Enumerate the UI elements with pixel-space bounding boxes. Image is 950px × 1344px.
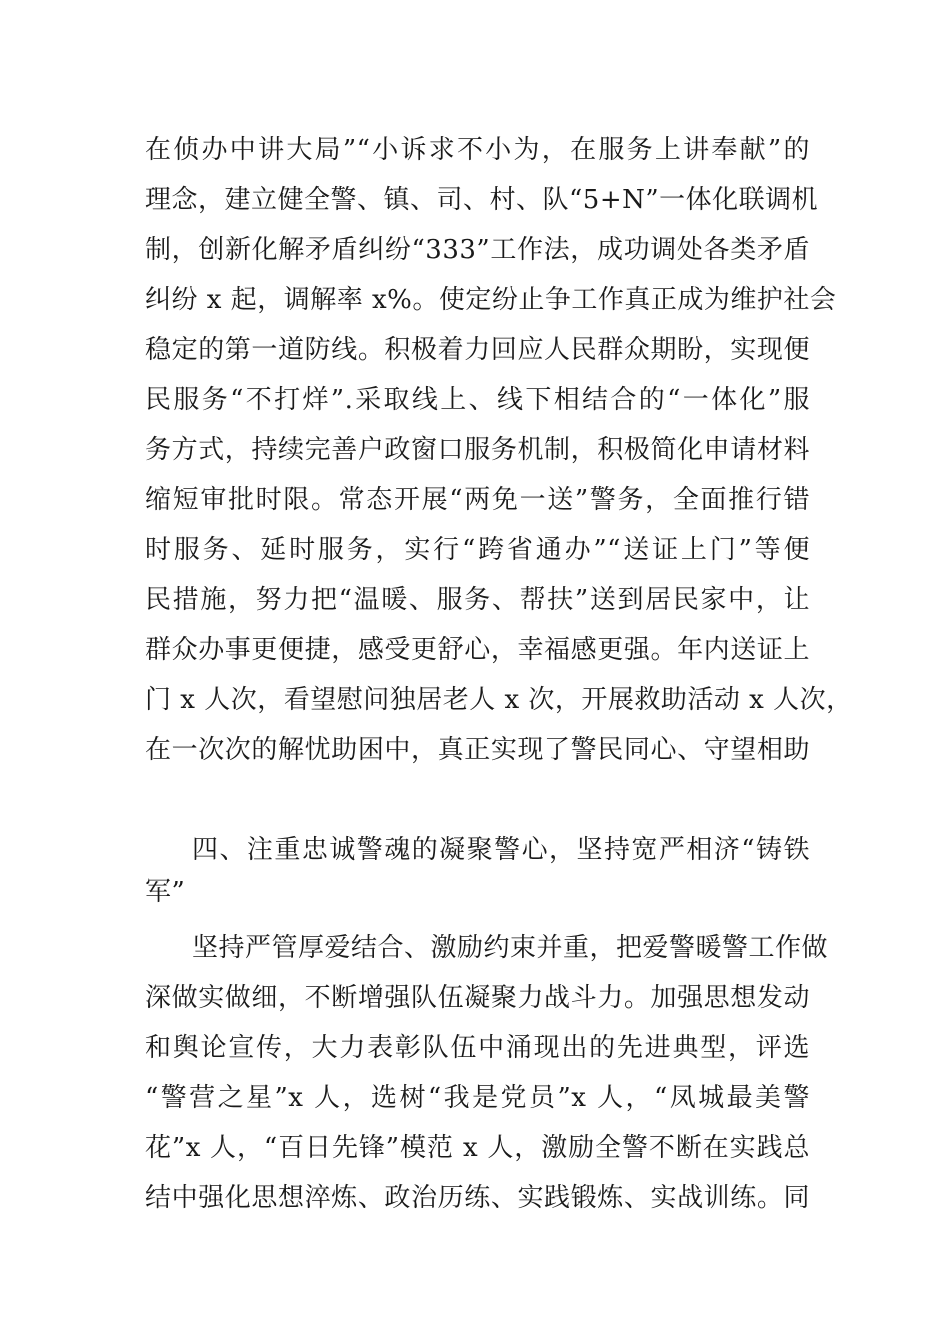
text-line: 稳定的第一道防线。积极着力回应人民群众期盼，实现便 [145,335,810,365]
text-line: 深做实做细，不断增强队伍凝聚力战斗力。加强思想发动 [145,983,810,1013]
text-line: 和舆论宣传，大力表彰队伍中涌现出的先进典型，评选 [145,1033,810,1063]
text-line: 坚持严管厚爱结合、激励约束并重，把爱警暖警工作做 [192,933,829,963]
text-line: 理念，建立健全警、镇、司、村、队“5+N”一体化联调机 [145,185,819,215]
text-line: 花”x 人，“百日先锋”模范 x 人，激励全警不断在实践总 [145,1133,810,1163]
text-line: 务方式，持续完善户政窗口服务机制，积极简化申请材料 [145,435,810,465]
text-line: 时服务、延时服务，实行“跨省通办”“送证上门”等便 [145,535,810,565]
text-line: 纠纷 x 起，调解率 x%。使定纷止争工作真正成为维护社会 [145,285,837,315]
text-line: 门 x 人次，看望慰问独居老人 x 次，开展救助活动 x 人次， [145,685,853,715]
text-line: 制，创新化解矛盾纠纷“333”工作法，成功调处各类矛盾 [145,235,810,265]
text-line: 缩短审批时限。常态开展“两免一送”警务，全面推行错 [145,485,810,515]
text-line: 结中强化思想淬炼、政治历练、实践锻炼、实战训练。同 [145,1183,810,1213]
text-line: 在侦办中讲大局”“小诉求不小为，在服务上讲奉献”的 [145,135,810,165]
text-line: 在一次次的解忧助困中，真正实现了警民同心、守望相助 [145,735,810,765]
heading-line: 四、注重忠诚警魂的凝聚警心，坚持宽严相济“铸铁 [192,835,810,865]
text-line: 民服务“不打烊”.采取线上、线下相结合的“一体化”服 [145,385,810,415]
text-line: “警营之星”x 人，选树“我是党员”x 人，“凤城最美警 [145,1083,810,1113]
text-line: 民措施，努力把“温暖、服务、帮扶”送到居民家中，让 [145,585,810,615]
heading-line: 军” [145,877,186,907]
text-line: 群众办事更便捷，感受更舒心，幸福感更强。年内送证上 [145,635,810,665]
